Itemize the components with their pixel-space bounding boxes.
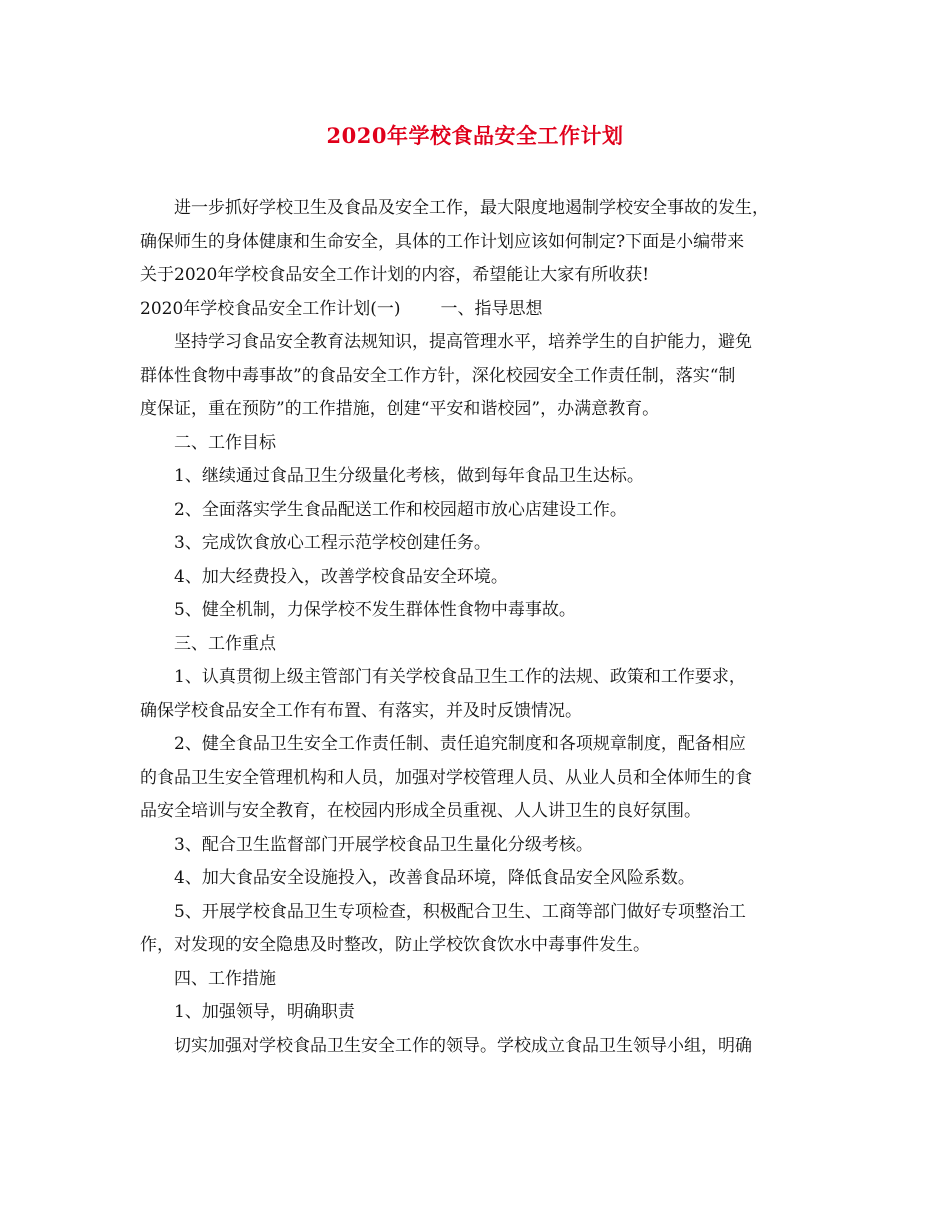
list-item: 3、完成饮食放心工程示范学校创建任务。 xyxy=(174,533,491,553)
list-item: 2、全面落实学生食品配送工作和校园超市放心店建设工作。 xyxy=(174,499,627,520)
section-heading: 一、指导思想 xyxy=(440,298,543,319)
list-item: 2、健全食品卫生安全工作责任制、责任追究制度和各项规章制度，配备相应 xyxy=(174,734,746,754)
paragraph-line: 品安全培训与安全教育，在校园内形成全员重视、人人讲卫生的良好氛围。 xyxy=(140,801,701,821)
paragraph-line: 作，对发现的安全隐患及时整改，防止学校饮食饮水中毒事件发生。 xyxy=(140,935,650,955)
section-heading: 二、工作目标 xyxy=(174,432,276,453)
paragraph-line: 的食品卫生安全管理机构和人员，加强对学校管理人员、从业人员和全体师生的食 xyxy=(140,767,752,788)
paragraph-line: 切实加强对学校食品卫生安全工作的领导。学校成立食品卫生领导小组，明确 xyxy=(174,1035,752,1056)
section-heading-line xyxy=(140,293,816,327)
paragraph-line: 群体性食物中毒事故”的食品安全工作方针，深化校园安全工作责任制，落实“制 xyxy=(140,365,736,386)
list-item: 1、继续通过食品卫生分级量化考核，做到每年食品卫生达标。 xyxy=(174,466,644,486)
list-item: 5、开展学校食品卫生专项检查，积极配合卫生、工商等部门做好专项整治工 xyxy=(174,901,746,922)
list-item: 4、加大经费投入，改善学校食品安全环境。 xyxy=(174,566,508,587)
list-item: 1、认真贯彻上级主管部门有关学校食品卫生工作的法规、政策和工作要求， xyxy=(174,667,746,687)
section-heading: 四、工作措施 xyxy=(174,968,276,989)
paragraph-line: 进一步抓好学校卫生及食品及安全工作，最大限度地遏制学校安全事故的发生， xyxy=(174,198,769,218)
section-heading: 三、工作重点 xyxy=(174,633,276,654)
list-item: 1、加强领导，明确职责 xyxy=(174,1002,355,1022)
plan-subtitle: 2020年学校食品安全工作计划(一) xyxy=(140,298,401,319)
paragraph-line: 度保证，重在预防”的工作措施，创建“平安和谐校园”，办满意教育。 xyxy=(140,399,660,419)
paragraph-line: 确保学校食品安全工作有布置、有落实，并及时反馈情况。 xyxy=(140,700,582,721)
list-item: 5、健全机制，力保学校不发生群体性食物中毒事故。 xyxy=(174,600,576,620)
paragraph-line: 关于2020年学校食品安全工作计划的内容，希望能让大家有所收获! xyxy=(140,265,650,285)
paragraph-line: 坚持学习食品安全教育法规知识，提高管理水平，培养学生的自护能力，避免 xyxy=(174,332,752,352)
list-item: 3、配合卫生监督部门开展学校食品卫生量化分级考核。 xyxy=(174,834,593,855)
document-body xyxy=(140,192,816,1063)
document-title: 2020年学校食品安全工作计划 xyxy=(326,123,624,148)
paragraph-line: 确保师生的身体健康和生命安全，具体的工作计划应该如何制定?下面是小编带来 xyxy=(140,231,745,252)
list-item: 4、加大食品安全设施投入，改善食品环境，降低食品安全风险系数。 xyxy=(174,868,695,888)
